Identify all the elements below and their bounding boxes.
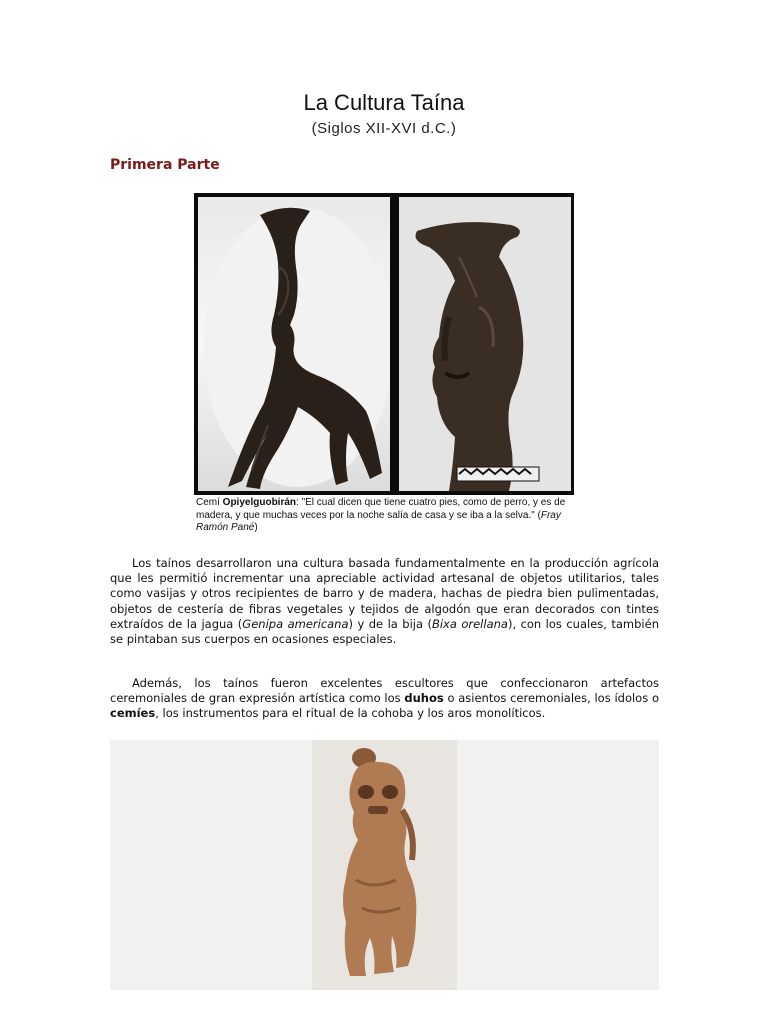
term-duhos: duhos (404, 691, 444, 706)
figure-caption: Cemí Opiyelguobirán: "El cual dicen que tiene cuatro pies, como de perro, y es de madera, y que muchas veces por la noche salía de casa y se iba a la selva." (Fray Ramón Pané) (196, 497, 566, 533)
term-genipa: Genipa americana (242, 616, 349, 631)
term-cemies: cemíes (110, 706, 156, 721)
cemi-full-body-photo (198, 197, 390, 491)
clay-figurine-photo (312, 740, 457, 990)
page-title: La Cultura Taína (303, 90, 465, 115)
caption-author: Fray Ramón Pané (196, 509, 561, 533)
caption-cemi-name: Opiyelguobirán (222, 497, 297, 508)
paragraph-sculpture: Además, los taínos fueron excelentes escultores que confeccionaron artefactos ceremoniales de gran expresión artística como los duhos o asientos ceremoniales, los ídolos o cemíes, los instrumentos para el ritual de la cohoba y los aros monolíticos. (110, 676, 659, 721)
section-heading: Primera Parte (110, 157, 220, 173)
term-bixa: Bixa orellana (431, 616, 508, 631)
cemi-head-closeup-photo (399, 197, 571, 491)
paragraph-agriculture-crafts: Los taínos desarrollaron una cultura basada fundamentalmente en la producción agrícola que les permitió incrementar una apreciable actividad artesanal de objetos utilitarios, tales como vasijas y otros recipientes de barro y de madera, hachas de piedra bien pulimentadas, objetos de cestería de fibras vegetales y tejidos de algodón que eran decorados con tintes extraídos de la jagua (Genipa americana) y de la bija (Bixa orellana), con los cuales, también se pintaban sus cuerpos en ocasiones especiales. (110, 556, 659, 647)
page-subtitle: (Siglos XII-XVI d.C.) (311, 120, 457, 137)
